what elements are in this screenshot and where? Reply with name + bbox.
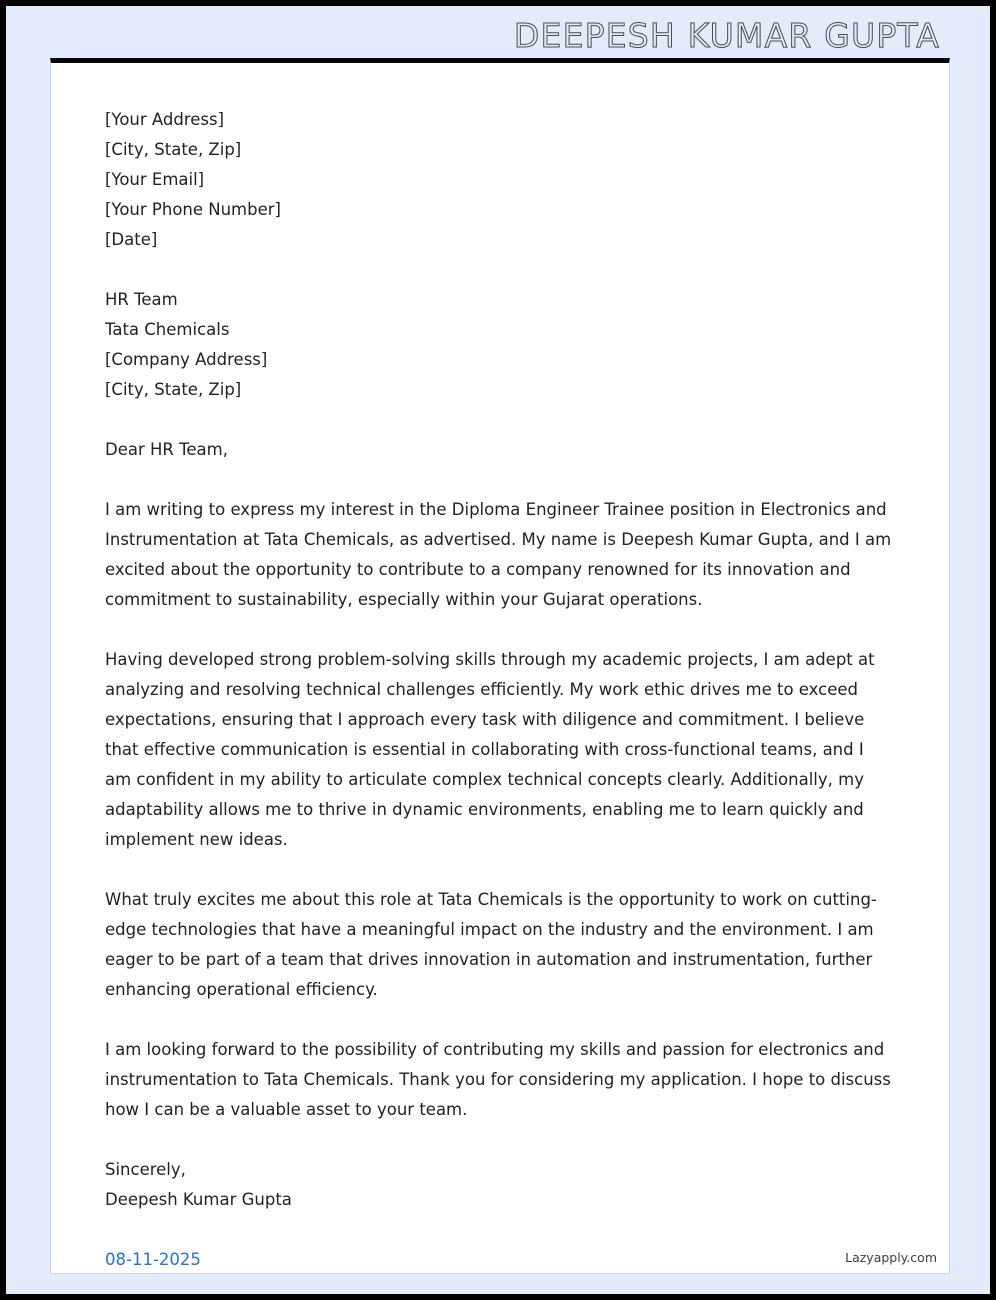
paragraph-4: I am looking forward to the possibility of contributing my skills and passion for electronics and instrumentation to Tata Chemicals. Thank you for considering my application. I hope to discuss how I can be a valuable asset to your team. xyxy=(105,1040,891,1119)
recipient-team: HR Team xyxy=(105,290,178,309)
recipient-address: [Company Address] xyxy=(105,350,268,369)
sender-city-state-zip: [City, State, Zip] xyxy=(105,140,242,159)
closing: Sincerely, xyxy=(105,1160,186,1179)
sender-address-block xyxy=(105,105,895,255)
sender-address: [Your Address] xyxy=(105,110,225,129)
recipient-city-state-zip: [City, State, Zip] xyxy=(105,380,242,399)
letter-sheet xyxy=(50,58,950,1274)
paragraph-1: I am writing to express my interest in the Diploma Engineer Trainee position in Electronics and Instrumentation at Tata Chemicals, as advertised. My name is Deepesh Kumar Gupta, and I am excited about the opportunity to contribute to a company renowned for its innovation and commitment to sustainability, especially within your Gujarat operations. xyxy=(105,500,892,609)
paragraph-3: What truly excites me about this role at Tata Chemicals is the opportunity to work on cutting-edge technologies that have a meaningful impact on the industry and the environment. I am eager to be part of a team that drives innovation in automation and instrumentation, further enhancing operational efficiency. xyxy=(105,890,877,999)
recipient-address-block xyxy=(105,285,895,405)
paragraph-2: Having developed strong problem-solving skills through my academic projects, I am adept at analyzing and resolving technical challenges efficiently. My work ethic drives me to exceed expectations, ensuring that I approach every task with diligence and commitment. I believe that effective communication is essential in collaborating with cross-functional teams, and I am confident in my ability to articulate complex technical concepts clearly. Additionally, my adaptability allows me to thrive in dynamic environments, enabling me to learn quickly and implement new ideas. xyxy=(105,650,875,849)
salutation: Dear HR Team, xyxy=(105,440,228,459)
sender-phone: [Your Phone Number] xyxy=(105,200,281,219)
letter-body xyxy=(51,63,949,1275)
signature-name: Deepesh Kumar Gupta xyxy=(105,1190,292,1209)
sender-email: [Your Email] xyxy=(105,170,205,189)
recipient-company: Tata Chemicals xyxy=(105,320,230,339)
page-title: DEEPESH KUMAR GUPTA xyxy=(513,16,940,55)
letter-date-placeholder: [Date] xyxy=(105,230,158,249)
watermark: Lazyapply.com xyxy=(845,1250,937,1265)
document-header xyxy=(6,6,990,54)
signature-block xyxy=(105,1155,895,1215)
signed-date: 08-11-2025 xyxy=(105,1250,201,1269)
